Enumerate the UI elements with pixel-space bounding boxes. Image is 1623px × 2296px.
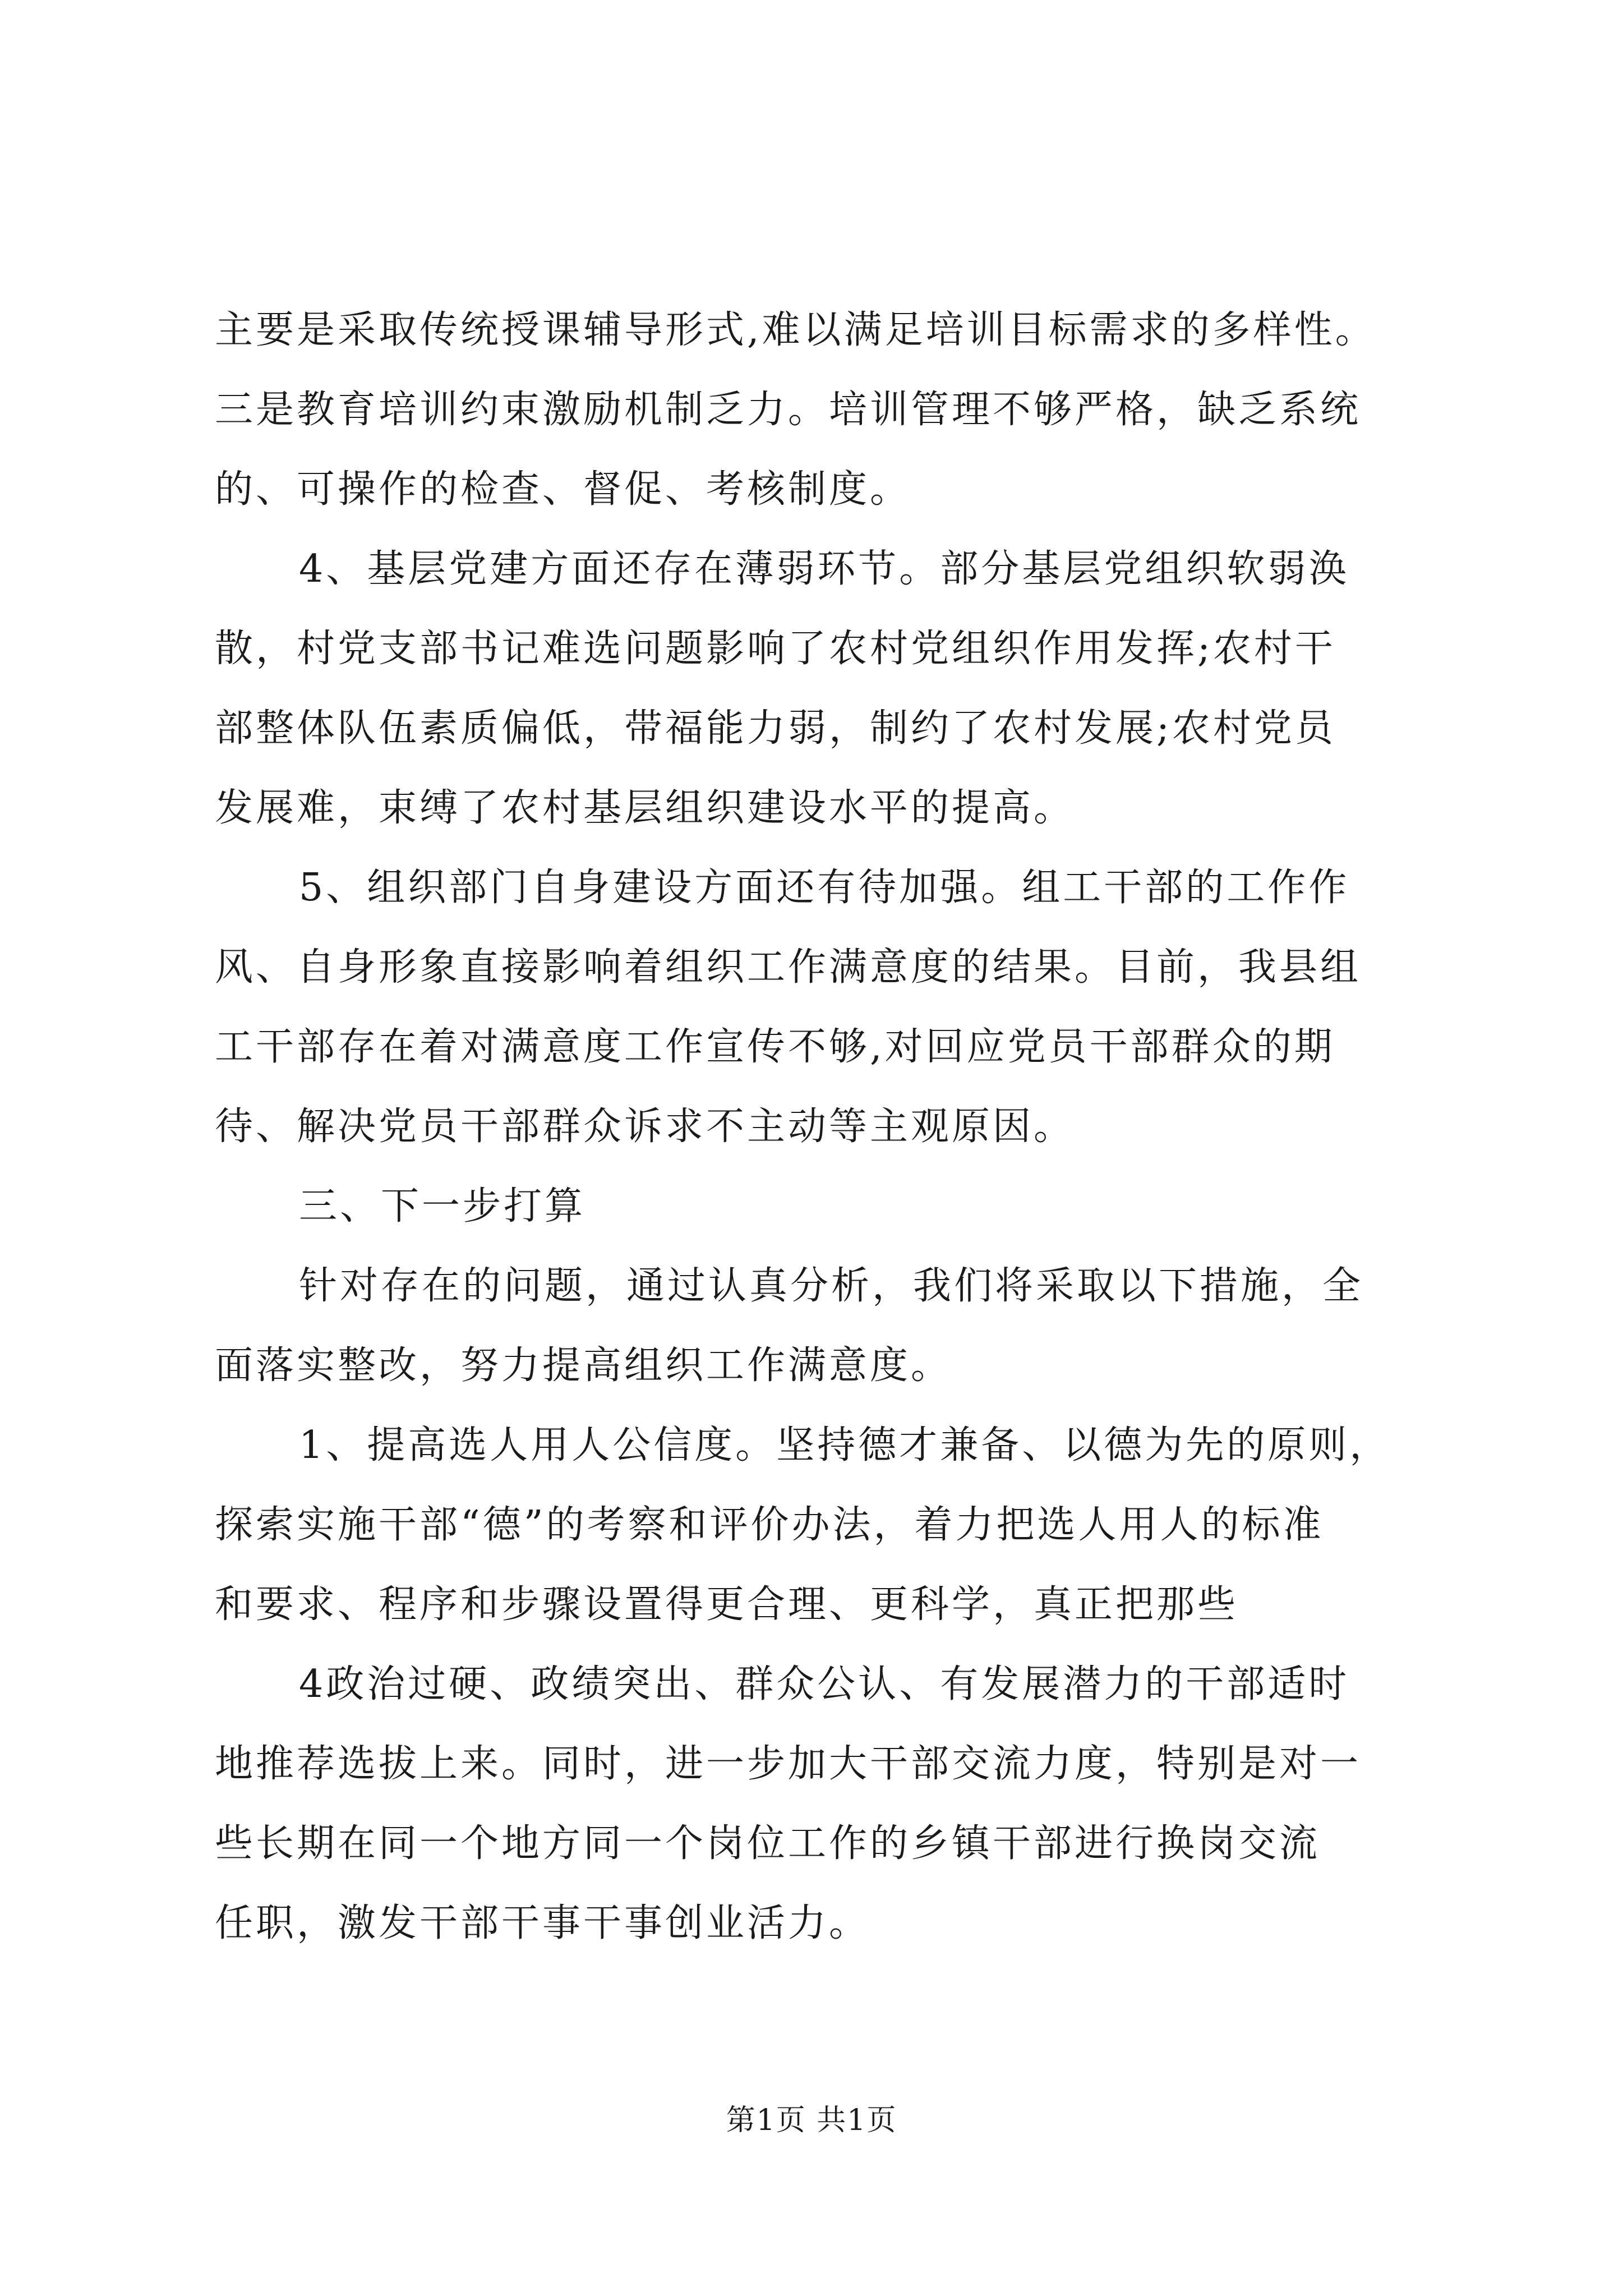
text-line: 的、可操作的检查、督促、考核制度。 — [215, 467, 911, 512]
text-line: 工干部存在着对满意度工作宣传不够,对回应党员干部群众的期 — [215, 1025, 1335, 1069]
text-line: 5、组织部门自身建设方面还有待加强。组工干部的工作作 — [299, 866, 1350, 910]
text-line: 部整体队伍素质偏低，带福能力弱，制约了农村发展;农村党员 — [215, 706, 1336, 751]
text-line: 发展难，束缚了农村基层组织建设水平的提高。 — [215, 786, 1075, 830]
text-line: 和要求、程序和步骤设置得更合理、更科学，真正把那些 — [215, 1582, 1239, 1627]
text-line: 散，村党支部书记难选问题影响了农村党组织作用发挥;农村干 — [215, 627, 1336, 671]
text-line: 三、下一步打算 — [299, 1184, 586, 1228]
text-line: 地推荐选拔上来。同时，进一步加大干部交流力度，特别是对一 — [215, 1742, 1362, 1786]
page-footer: 第1页 共1页 — [726, 2104, 897, 2137]
text-line: 任职，激发干部干事干事创业活力。 — [215, 1901, 870, 1945]
text-line: 4、基层党建方面还存在薄弱环节。部分基层党组织软弱涣 — [299, 547, 1350, 591]
text-line: 待、解决党员干部群众诉求不主动等主观原因。 — [215, 1105, 1075, 1149]
text-line: 1、提高选人用人公信度。坚持德才兼备、以德为先的原则， — [299, 1423, 1391, 1467]
text-line: 面落实整改，努力提高组织工作满意度。 — [215, 1343, 952, 1388]
text-line: 4政治过硬、政绩突出、群众公认、有发展潜力的干部适时 — [299, 1662, 1350, 1706]
document-body — [215, 291, 1437, 1963]
text-line: 三是教育培训约束激励机制乏力。培训管理不够严格，缺乏系统 — [215, 388, 1362, 432]
text-line: 针对存在的问题，通过认真分析，我们将采取以下措施，全 — [299, 1264, 1364, 1308]
text-line: 些长期在同一个地方同一个岗位工作的乡镇干部进行换岗交流 — [215, 1821, 1321, 1866]
text-line: 风、自身形象直接影响着组织工作满意度的结果。目前，我县组 — [215, 945, 1362, 990]
text-line: 主要是采取传统授课辅导形式,难以满足培训目标需求的多样性。 — [215, 308, 1376, 352]
text-line: 探索实施干部“德”的考察和评价办法，着力把选人用人的标准 — [215, 1503, 1324, 1547]
